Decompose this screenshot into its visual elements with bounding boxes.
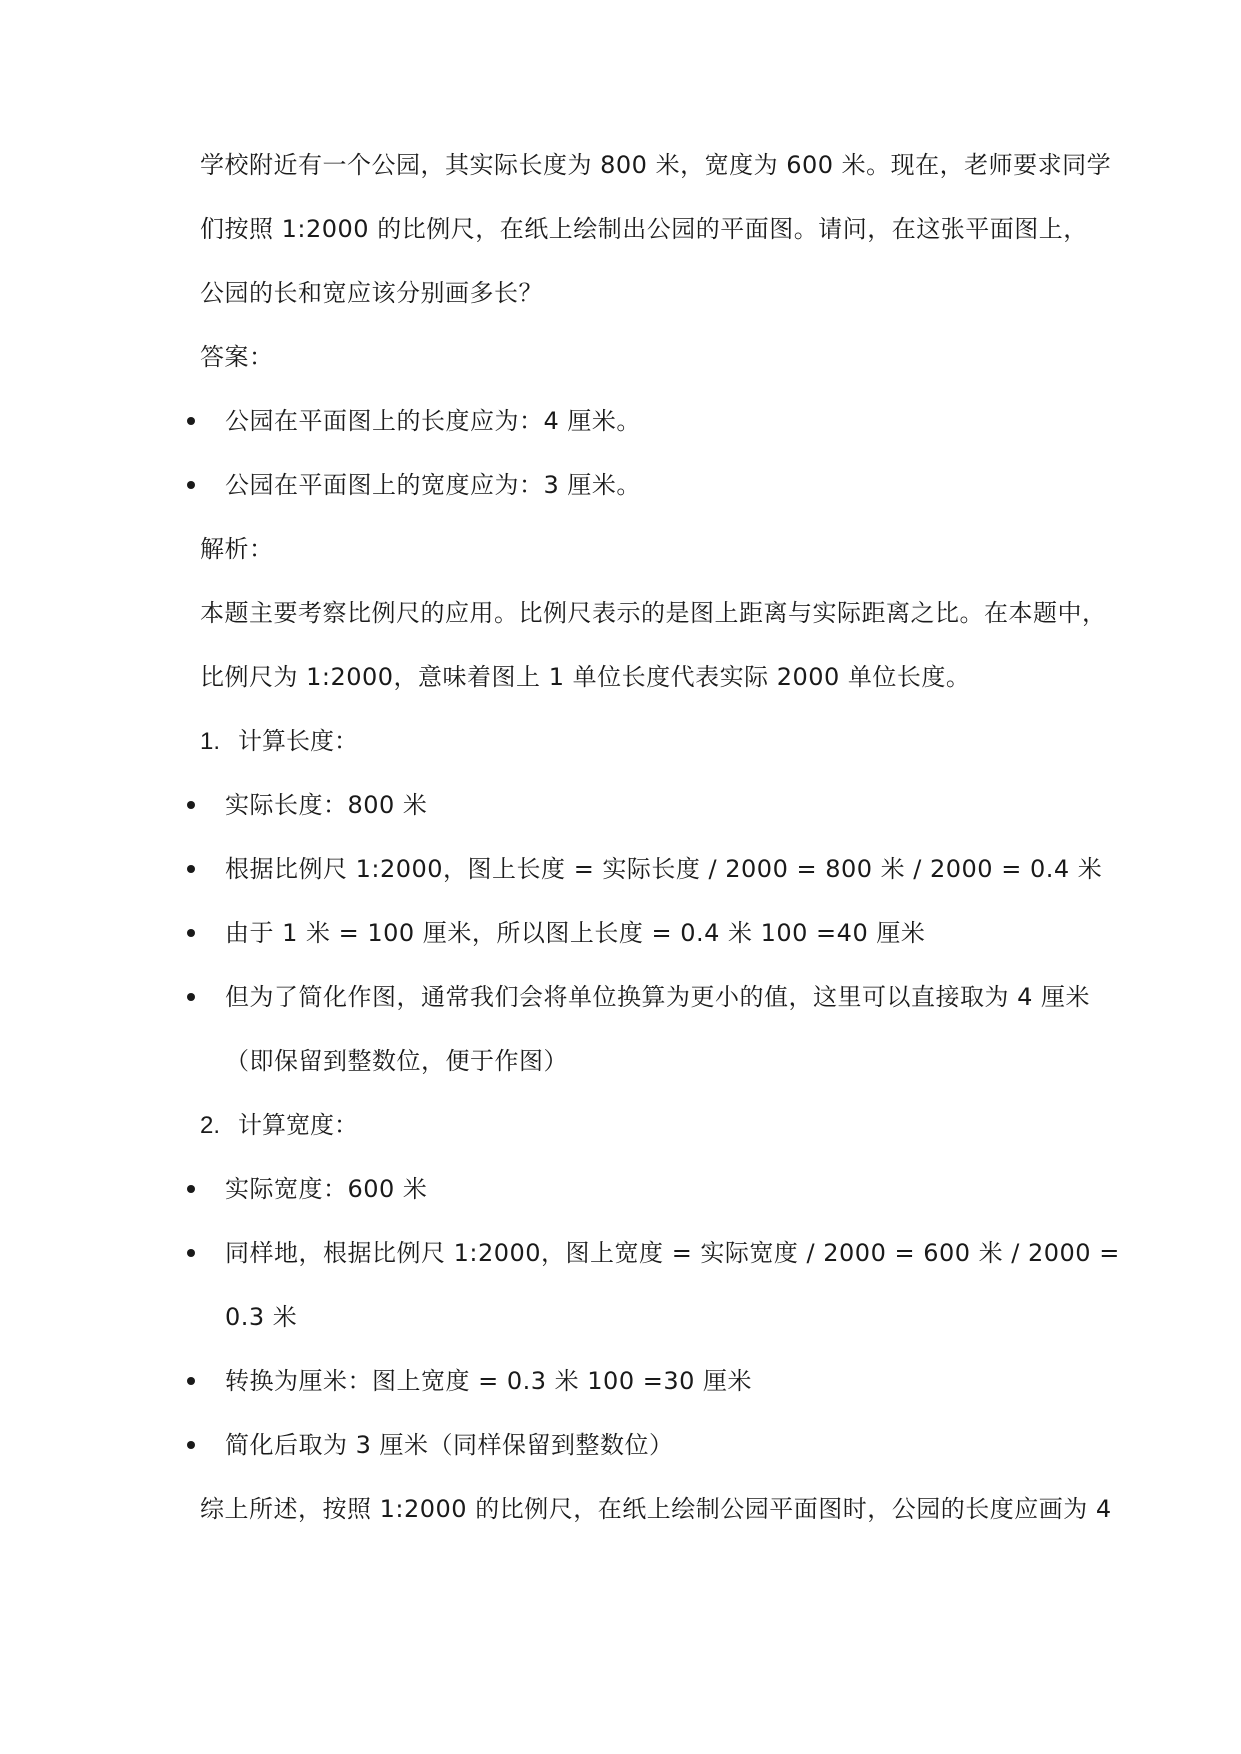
analysis-intro-line-2: 比例尺为 1:2000，意味着图上 1 单位长度代表实际 2000 单位长度。 <box>200 663 971 691</box>
step1-item-text: 由于 1 米 = 100 厘米，所以图上长度 = 0.4 米 100 =40 厘米 <box>225 919 926 947</box>
problem-line-3: 公园的长和宽应该分别画多长？ <box>200 279 543 307</box>
bullet-icon <box>187 801 195 809</box>
bullet-icon <box>187 993 195 1001</box>
bullet-icon <box>187 481 195 489</box>
answer-heading: 答案： <box>200 343 274 371</box>
step2-item-text: 转换为厘米：图上宽度 = 0.3 米 100 =30 厘米 <box>225 1367 753 1395</box>
step2-item-text: 实际宽度：600 米 <box>225 1175 428 1203</box>
answer-item-text: 公园在平面图上的长度应为：4 厘米。 <box>225 407 641 435</box>
bullet-icon <box>187 1441 195 1449</box>
step-number: 1. <box>200 728 221 755</box>
step2-item-continuation: 0.3 米 <box>225 1303 298 1331</box>
bullet-icon <box>187 929 195 937</box>
analysis-intro-line-1: 本题主要考察比例尺的应用。比例尺表示的是图上距离与实际距离之比。在本题中， <box>200 599 1107 627</box>
bullet-icon <box>187 1249 195 1257</box>
step-number: 2. <box>200 1112 221 1139</box>
summary-line: 综上所述，按照 1:2000 的比例尺，在纸上绘制公园平面图时，公园的长度应画为 4 <box>200 1495 1112 1523</box>
step-title: 计算长度： <box>238 727 358 755</box>
step1-item-continuation: （即保留到整数位，便于作图） <box>225 1047 568 1075</box>
step2-heading <box>200 1110 358 1141</box>
bullet-icon <box>187 865 195 873</box>
step2-item-text: 简化后取为 3 厘米（同样保留到整数位） <box>225 1431 674 1459</box>
step-title: 计算宽度： <box>238 1111 358 1139</box>
bullet-icon <box>187 1377 195 1385</box>
step1-item-text: 根据比例尺 1:2000，图上长度 = 实际长度 / 2000 = 800 米 / 2000 = 0.4 米 <box>225 855 1103 883</box>
step1-item-text: 实际长度：800 米 <box>225 791 428 819</box>
step2-item-text: 同样地，根据比例尺 1:2000，图上宽度 = 实际宽度 / 2000 = 600 米 / 2000 = <box>225 1239 1120 1267</box>
analysis-heading: 解析： <box>200 535 274 563</box>
bullet-icon <box>187 417 195 425</box>
problem-line-2: 们按照 1:2000 的比例尺，在纸上绘制出公园的平面图。请问，在这张平面图上， <box>200 215 1088 243</box>
answer-item-text: 公园在平面图上的宽度应为：3 厘米。 <box>225 471 641 499</box>
problem-line-1: 学校附近有一个公园，其实际长度为 800 米，宽度为 600 米。现在，老师要求同学 <box>200 151 1112 179</box>
bullet-icon <box>187 1185 195 1193</box>
step1-item-text: 但为了简化作图，通常我们会将单位换算为更小的值，这里可以直接取为 4 厘米 <box>225 983 1091 1011</box>
step1-heading <box>200 726 358 757</box>
